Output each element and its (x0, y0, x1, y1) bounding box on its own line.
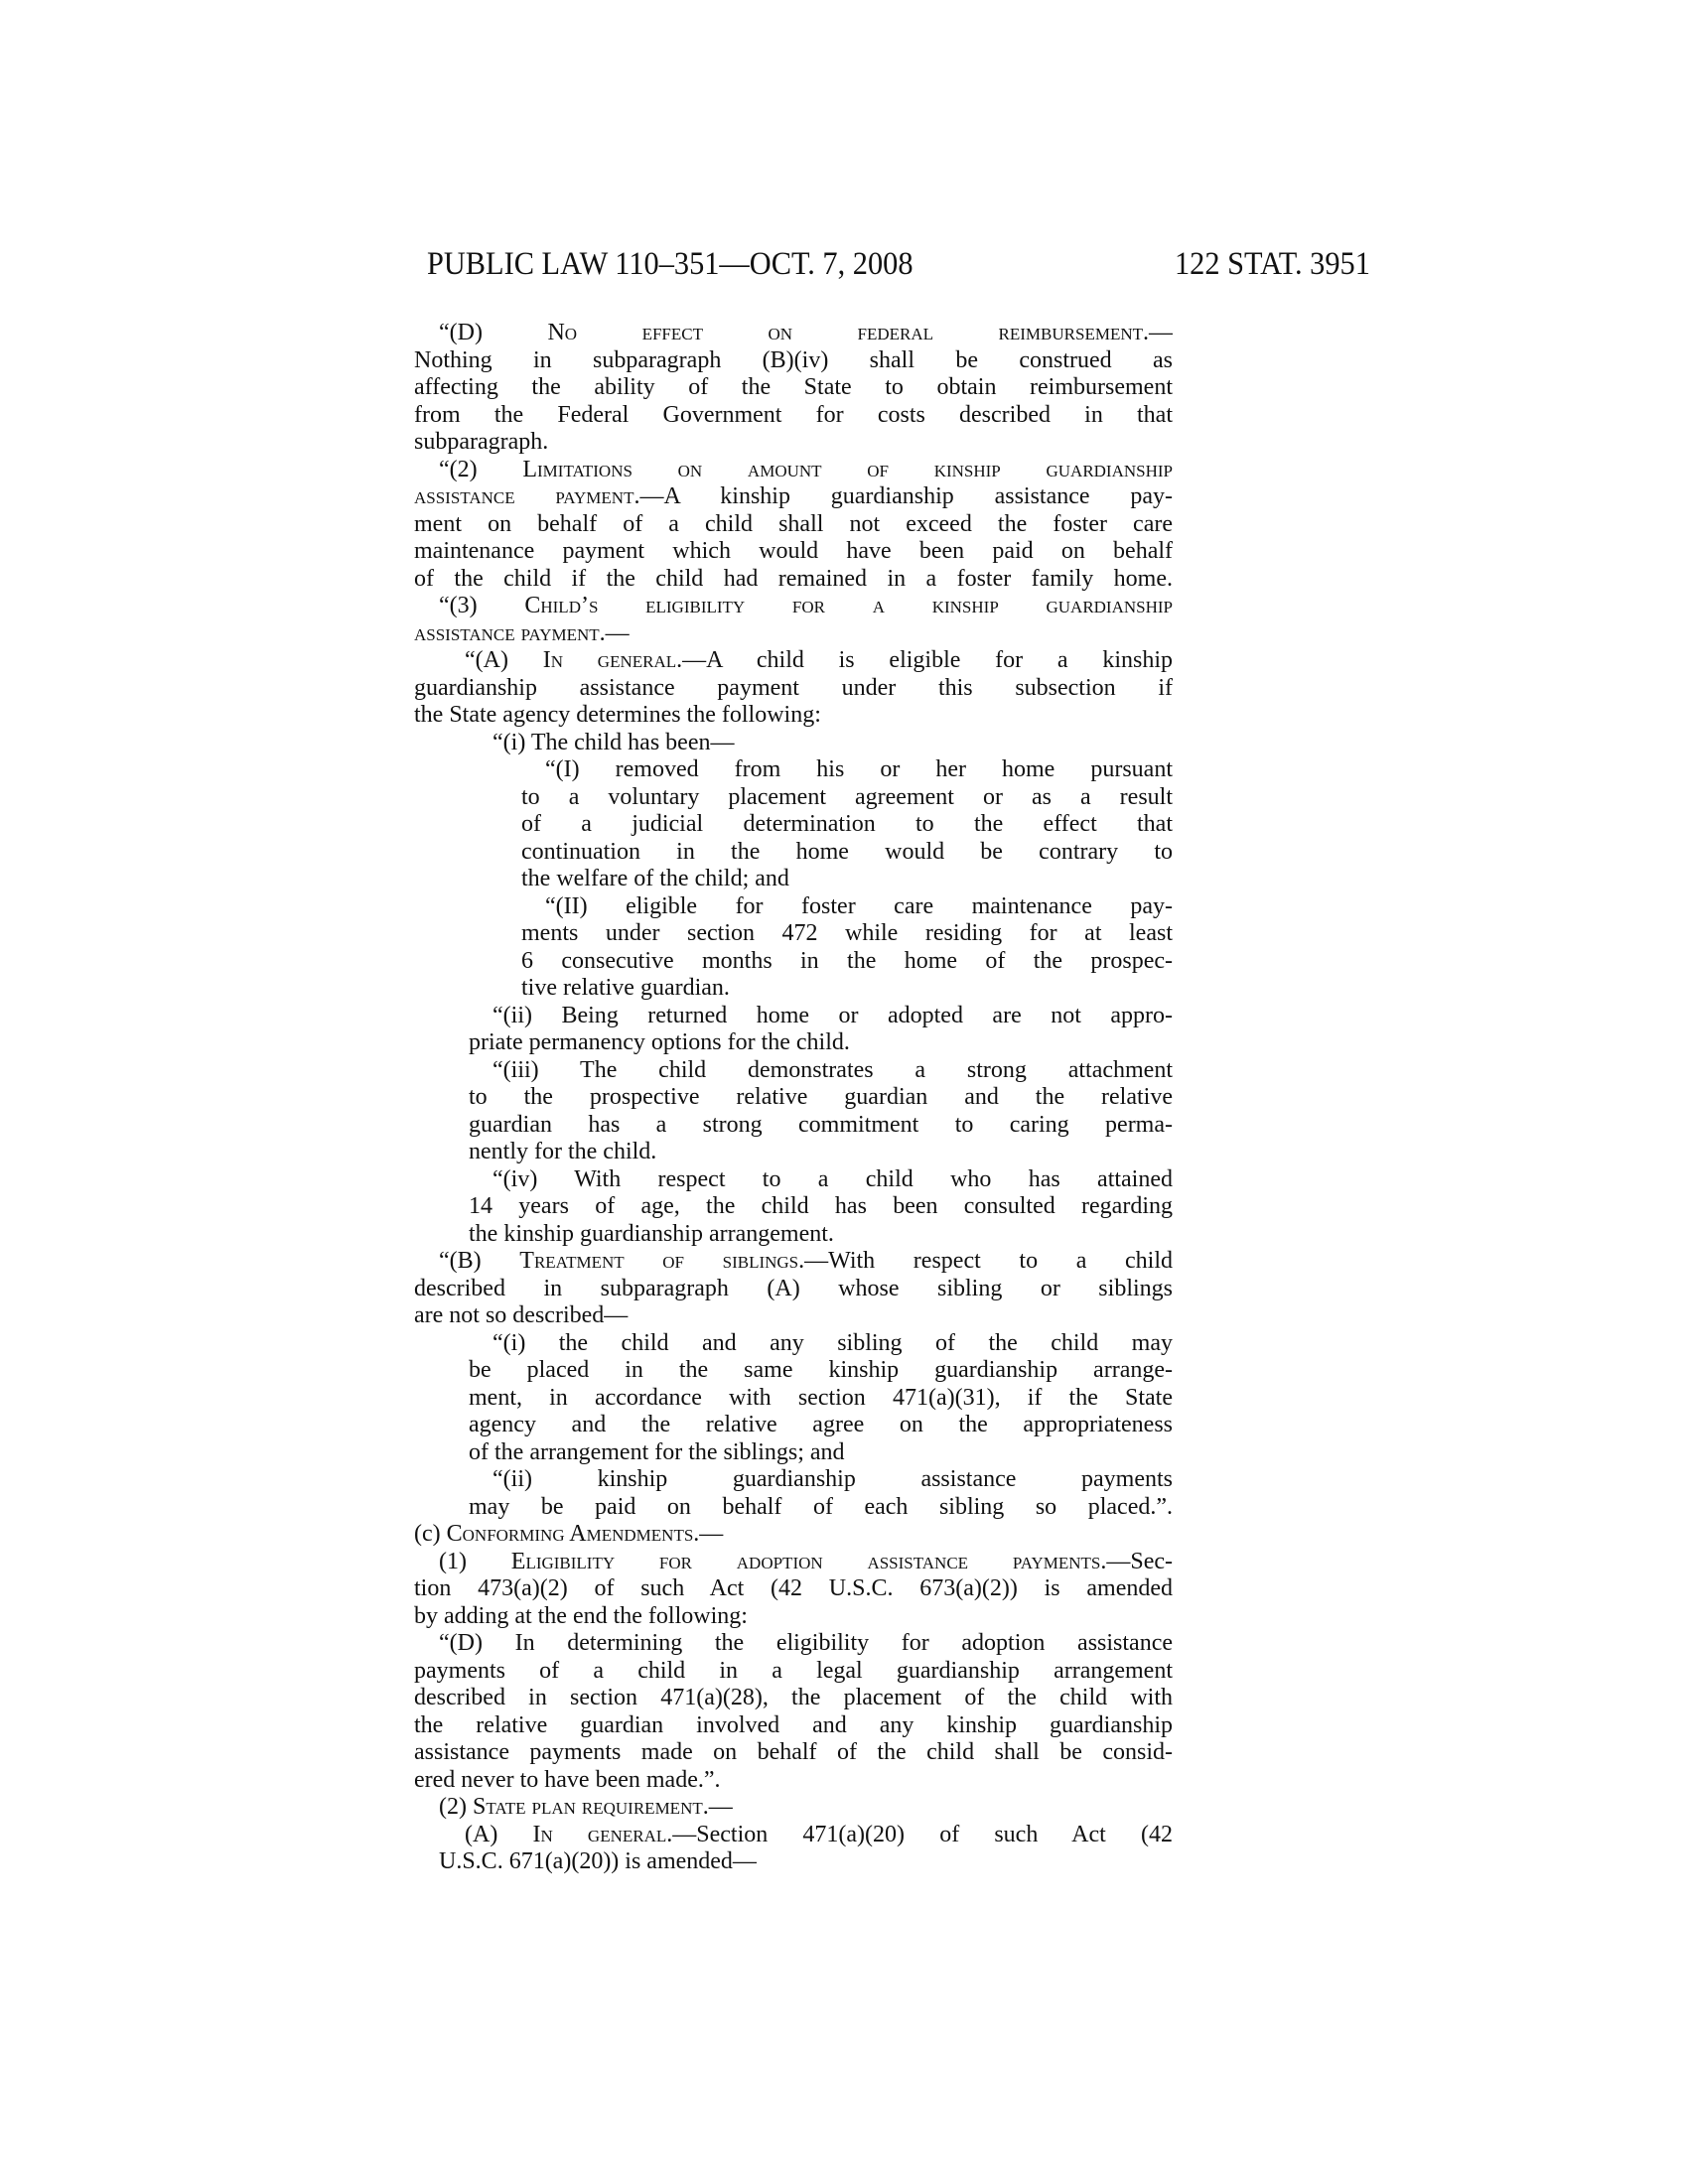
body-text: from the Federal Government for costs described in that (414, 401, 1173, 428)
statute-body-text (414, 320, 1173, 1876)
body-text: the kinship guardianship arrangement. (469, 1220, 834, 1247)
body-text: “(iv) With respect to a child who has attained (492, 1165, 1173, 1192)
body-text: tion 473(a)(2) of such Act (42 U.S.C. 673(a)(2)) is amended (414, 1575, 1173, 1601)
body-text: “(B) (439, 1248, 520, 1274)
body-text: nently for the child. (469, 1139, 657, 1164)
text-line (414, 702, 1173, 730)
text-line (414, 1276, 1173, 1303)
text-line (414, 730, 1173, 757)
body-text: of the arrangement for the siblings; and (469, 1438, 845, 1465)
text-line (414, 1330, 1173, 1358)
text-line (414, 593, 1173, 620)
text-line (414, 1221, 1173, 1249)
body-text: subparagraph. (414, 429, 549, 455)
body-text: to a voluntary placement agreement or as a result (521, 783, 1173, 810)
text-line (414, 756, 1173, 784)
text-line (414, 1767, 1173, 1795)
body-text: affecting the ability of the State to obtain reimbursement (414, 374, 1173, 400)
section-heading-text: In general. (542, 647, 683, 673)
section-heading-text: In general. (532, 1821, 673, 1847)
body-text: “(D) In determining the eligibility for adoption assistance (439, 1630, 1173, 1656)
text-line (414, 1139, 1173, 1166)
body-text: (1) (439, 1548, 511, 1574)
body-text: described in section 471(a)(28), the placement of the child with (414, 1685, 1173, 1710)
body-text: “(3) (439, 593, 525, 618)
body-text: may be paid on behalf of each sibling so placed.”. (469, 1493, 1173, 1520)
text-line (414, 1603, 1173, 1631)
text-line (414, 374, 1173, 402)
running-header-page-number: 122 STAT. 3951 (1175, 246, 1370, 282)
body-text: by adding at the end the following: (414, 1602, 748, 1629)
text-line (414, 1003, 1173, 1030)
body-text: of the child if the child had remained in a foster family home. (414, 565, 1173, 592)
text-line (414, 1112, 1173, 1140)
body-text: described in subparagraph (A) whose sibling or siblings (414, 1275, 1173, 1301)
text-line (414, 811, 1173, 839)
body-text: agency and the relative agree on the appropriateness (469, 1412, 1173, 1437)
body-text: payments of a child in a legal guardianship arrangement (414, 1657, 1173, 1684)
body-text: guardian has a strong commitment to caring perma- (469, 1111, 1173, 1138)
text-line (414, 1712, 1173, 1740)
text-line (414, 1193, 1173, 1221)
text-line (414, 320, 1173, 347)
text-line (414, 784, 1173, 812)
body-text: “(A) (465, 647, 543, 673)
text-line (414, 1248, 1173, 1276)
section-heading-text: State plan requirement.— (472, 1794, 733, 1820)
body-text: the State agency determines the following: (414, 702, 821, 728)
text-line (414, 538, 1173, 566)
body-text: U.S.C. 671(a)(20)) is amended— (439, 1848, 757, 1874)
body-text: —With respect to a child (804, 1248, 1173, 1274)
body-text: —A kinship guardianship assistance pay- (639, 483, 1173, 509)
text-line (414, 1057, 1173, 1085)
section-heading-text: Conforming Amendments.— (446, 1521, 724, 1547)
body-text: “(II) eligible for foster care maintenance pay- (545, 892, 1173, 919)
body-text: continuation in the home would be contrary to (521, 838, 1173, 865)
body-text: ment on behalf of a child shall not exceed the foster care (414, 510, 1173, 537)
body-text: guardianship assistance payment under this subsection if (414, 674, 1173, 701)
text-line (414, 1166, 1173, 1194)
section-heading-text: assistance payment. (414, 483, 640, 509)
body-text: to the prospective relative guardian and the relative (469, 1084, 1173, 1110)
section-heading-text: Child’s eligibility for a kinship guardianship (524, 593, 1173, 618)
section-heading-text: assistance payment.— (414, 619, 630, 646)
body-text: (c) (414, 1521, 447, 1547)
body-text: ered never to have been made.”. (414, 1766, 721, 1793)
section-heading-text: Treatment of siblings. (519, 1248, 805, 1274)
body-text: “(i) The child has been— (492, 729, 735, 755)
body-text: —Section 471(a)(20) of such Act (42 (672, 1821, 1173, 1847)
text-line (414, 1084, 1173, 1112)
body-text: maintenance payment which would have been paid on behalf (414, 538, 1173, 564)
text-line (414, 483, 1173, 511)
text-line (414, 1575, 1173, 1603)
text-line (414, 620, 1173, 648)
text-line (414, 647, 1173, 675)
text-line (414, 429, 1173, 457)
text-line (414, 1630, 1173, 1658)
text-line (414, 1685, 1173, 1712)
text-line (414, 1822, 1173, 1849)
body-text: (2) (439, 1794, 473, 1820)
text-line (414, 1494, 1173, 1522)
text-line (414, 1439, 1173, 1467)
section-heading-text: No effect on federal reimbursement.— (547, 320, 1173, 345)
body-text: “(ii) kinship guardianship assistance payments (492, 1466, 1173, 1492)
text-line (414, 1658, 1173, 1686)
text-line (414, 1848, 1173, 1876)
text-line (414, 920, 1173, 948)
text-line (414, 975, 1173, 1003)
text-line (414, 1794, 1173, 1822)
body-text: assistance payments made on behalf of the child shall be consid- (414, 1739, 1173, 1765)
body-text: the welfare of the child; and (521, 866, 789, 891)
body-text: priate permanency options for the child. (469, 1029, 850, 1055)
body-text: tive relative guardian. (521, 975, 730, 1001)
body-text: be placed in the same kinship guardianship arrange- (469, 1357, 1173, 1383)
running-header-title: PUBLIC LAW 110–351—OCT. 7, 2008 (427, 246, 914, 282)
body-text: “(2) (439, 456, 523, 482)
body-text: “(i) the child and any sibling of the child may (492, 1329, 1173, 1356)
text-line (414, 866, 1173, 893)
body-text: “(ii) Being returned home or adopted are not appro- (492, 1002, 1173, 1028)
body-text: ments under section 472 while residing for at least (521, 920, 1173, 946)
body-text: (A) (465, 1821, 533, 1847)
text-line (414, 948, 1173, 976)
body-text: “(I) removed from his or her home pursuant (545, 756, 1173, 782)
text-line (414, 1521, 1173, 1549)
text-line (414, 1466, 1173, 1494)
body-text: Nothing in subparagraph (B)(iv) shall be construed as (414, 346, 1173, 373)
text-line (414, 1029, 1173, 1057)
text-line (414, 402, 1173, 430)
text-line (414, 511, 1173, 539)
body-text: ment, in accordance with section 471(a)(31), if the State (469, 1384, 1173, 1411)
text-line (414, 1385, 1173, 1413)
body-text: are not so described— (414, 1302, 629, 1328)
body-text: 6 consecutive months in the home of the prospec- (521, 947, 1173, 974)
text-line (414, 839, 1173, 867)
body-text: of a judicial determination to the effect that (521, 811, 1173, 837)
body-text: —Sec- (1106, 1548, 1173, 1574)
body-text: —A child is eligible for a kinship (682, 647, 1173, 673)
text-line (414, 347, 1173, 375)
text-line (414, 1302, 1173, 1330)
text-line (414, 675, 1173, 703)
section-heading-text: Eligibility for adoption assistance payments. (510, 1548, 1107, 1574)
text-line (414, 1412, 1173, 1439)
text-line (414, 1357, 1173, 1385)
body-text: the relative guardian involved and any kinship guardianship (414, 1711, 1173, 1738)
text-line (414, 566, 1173, 594)
body-text: 14 years of age, the child has been consulted regarding (469, 1193, 1173, 1219)
section-heading-text: Limitations on amount of kinship guardianship (522, 456, 1173, 482)
text-line (414, 1549, 1173, 1576)
text-line (414, 1739, 1173, 1767)
body-text: “(D) (439, 320, 548, 345)
text-line (414, 457, 1173, 484)
body-text: “(iii) The child demonstrates a strong attachment (492, 1056, 1173, 1083)
text-line (414, 893, 1173, 921)
